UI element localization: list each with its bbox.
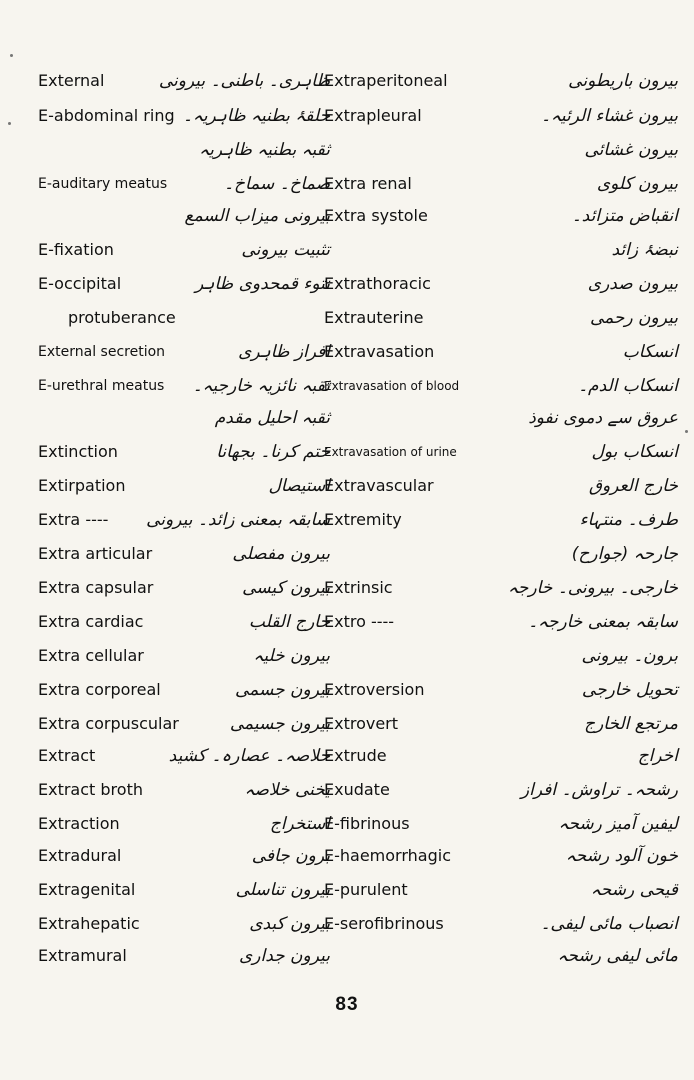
- margin-speck: [8, 122, 11, 125]
- english-term: Extra corporeal: [38, 680, 161, 699]
- english-term: Exudate: [324, 780, 390, 799]
- english-term: Extra articular: [38, 544, 153, 563]
- urdu-translation: رشحہ۔ تراوش۔ افراز: [520, 780, 678, 800]
- urdu-translation: خارج القلب: [248, 612, 330, 632]
- urdu-translation: بیرون غشائی: [584, 140, 678, 160]
- urdu-translation: نبضۂ زائد: [611, 240, 678, 260]
- urdu-translation: قیحی رشحہ: [590, 880, 678, 900]
- english-term: Extrahepatic: [38, 914, 140, 933]
- entry-row: [324, 236, 678, 264]
- entry-row: [38, 304, 330, 332]
- entry-row: [324, 67, 678, 95]
- urdu-translation: بیرون جسیمی: [229, 714, 330, 734]
- urdu-translation: جارحہ (جوارح): [571, 544, 678, 564]
- urdu-translation: صماخ۔ سماخ۔: [224, 174, 330, 194]
- urdu-translation: انسکاب الدم۔: [578, 376, 678, 396]
- entry-row: [38, 742, 330, 770]
- entry-row: [38, 876, 330, 904]
- urdu-translation: خلاصہ۔ عصارہ۔ کشید: [168, 746, 330, 766]
- entry-row: [324, 102, 678, 130]
- entry-row: [324, 404, 678, 432]
- english-term: Extradural: [38, 846, 122, 865]
- english-term: Extravasation of blood: [324, 379, 460, 393]
- margin-speck: [10, 54, 13, 57]
- entry-row: [324, 876, 678, 904]
- urdu-translation: بیرون رحمی: [589, 308, 678, 328]
- entry-row: [324, 910, 678, 938]
- entry-row: [324, 710, 678, 738]
- entry-row: [324, 472, 678, 500]
- entry-row: [324, 506, 678, 534]
- english-term: E-abdominal ring: [38, 106, 175, 125]
- english-term: E-haemorrhagic: [324, 846, 451, 865]
- entry-row: [324, 842, 678, 870]
- entry-row: [324, 676, 678, 704]
- english-term: E-purulent: [324, 880, 408, 899]
- entry-row: [38, 102, 330, 130]
- entry-row: [324, 304, 678, 332]
- entry-row: [324, 136, 678, 164]
- entry-row: [324, 742, 678, 770]
- entry-row: [324, 608, 678, 636]
- english-term: Extrapleural: [324, 106, 422, 125]
- english-term: Extravascular: [324, 476, 434, 495]
- english-term: E-occipital: [38, 274, 122, 293]
- urdu-translation: بیرون باریطونی: [568, 71, 678, 91]
- urdu-translation: طرف۔ منتہاء: [579, 510, 678, 530]
- urdu-translation: حلقۂ بطنیہ ظاہریہ۔: [182, 106, 330, 126]
- entry-row: [38, 710, 330, 738]
- english-term: Extravasation: [324, 342, 435, 361]
- english-term: Extra ----: [38, 510, 109, 529]
- urdu-translation: بیرون غشاء الرئیہ۔: [540, 106, 678, 126]
- entry-row: [324, 540, 678, 568]
- english-term: Extremity: [324, 510, 402, 529]
- english-term: Extra cellular: [38, 646, 144, 665]
- english-term: Extrovert: [324, 714, 399, 733]
- english-term: Extra capsular: [38, 578, 154, 597]
- entry-row: [324, 372, 678, 400]
- english-term: Extrinsic: [324, 578, 393, 597]
- english-term: External: [38, 71, 105, 90]
- urdu-translation: مرتجع الخارج: [584, 714, 678, 734]
- entry-row: [324, 776, 678, 804]
- urdu-translation: بیرون تناسلی: [235, 880, 330, 900]
- english-term: Extraperitoneal: [324, 71, 448, 90]
- entry-row: [38, 540, 330, 568]
- entry-row: [324, 574, 678, 602]
- urdu-translation: ثقبہ نائزیہ خارجیہ۔: [192, 376, 330, 396]
- entry-row: [38, 942, 330, 970]
- entry-row: [324, 942, 678, 970]
- margin-speck: [685, 430, 688, 433]
- english-term: Extract: [38, 746, 96, 765]
- urdu-translation: عروق سے دموی نفوذ: [528, 408, 678, 428]
- entry-row: [38, 270, 330, 298]
- entry-row: [38, 372, 330, 400]
- urdu-translation: برون۔ بیرونی: [581, 646, 678, 666]
- entry-row: [324, 810, 678, 838]
- urdu-translation: افراز ظاہری: [238, 342, 330, 362]
- urdu-translation: استخراج: [269, 814, 330, 834]
- english-term: Extrathoracic: [324, 274, 431, 293]
- english-term: Extra systole: [324, 206, 428, 225]
- entry-row: [38, 810, 330, 838]
- urdu-translation: بیرون جسمی: [234, 680, 330, 700]
- entry-row: [38, 506, 330, 534]
- entry-row: [38, 170, 330, 198]
- entry-row: [324, 170, 678, 198]
- english-term: External secretion: [38, 344, 166, 360]
- english-term: E-serofibrinous: [324, 914, 444, 933]
- entry-row: [38, 676, 330, 704]
- entry-row: [38, 842, 330, 870]
- english-term: E-fibrinous: [324, 814, 410, 833]
- urdu-translation: خون آلود رشحہ: [565, 846, 678, 866]
- entry-row: [38, 404, 330, 432]
- urdu-translation: یخنی خلاصہ: [244, 780, 330, 800]
- urdu-translation: انسکاب: [622, 342, 678, 362]
- english-term: Extraction: [38, 814, 120, 833]
- entry-row: [324, 338, 678, 366]
- english-term: Extra renal: [324, 174, 412, 193]
- entry-row: [38, 642, 330, 670]
- entry-row: [324, 642, 678, 670]
- english-term: Extrauterine: [324, 308, 424, 327]
- english-term: protuberance: [68, 308, 176, 327]
- urdu-translation: اخراج: [637, 746, 678, 766]
- entry-row: [38, 472, 330, 500]
- entry-row: [324, 438, 678, 466]
- english-term: Extro ----: [324, 612, 395, 631]
- entry-row: [324, 270, 678, 298]
- entry-row: [38, 236, 330, 264]
- urdu-translation: استیصال: [268, 476, 330, 496]
- entry-row: [38, 608, 330, 636]
- urdu-translation: انقباض متزائد۔: [571, 206, 678, 226]
- urdu-translation: بیرون کبدی: [249, 914, 330, 934]
- urdu-translation: لیفین آمیز رشحہ: [558, 814, 678, 834]
- english-term: E-auditary meatus: [38, 176, 168, 192]
- urdu-translation: بیرونی میزاب السمع: [184, 206, 330, 226]
- entry-row: [38, 338, 330, 366]
- urdu-translation: ختم کرنا۔ بجھانا: [216, 442, 330, 462]
- urdu-translation: بیرون مفصلی: [232, 544, 330, 564]
- entry-row: [38, 202, 330, 230]
- entry-row: [38, 136, 330, 164]
- urdu-translation: تثبیت بیرونی: [241, 240, 330, 260]
- english-term: Extragenital: [38, 880, 136, 899]
- english-term: Extramural: [38, 946, 127, 965]
- english-term: Extirpation: [38, 476, 126, 495]
- urdu-translation: بیرون جداری: [238, 946, 330, 966]
- urdu-translation: سابقہ بمعنی زائد۔ بیرونی: [146, 510, 330, 530]
- urdu-translation: نتوء قمحدوی ظاہر: [195, 274, 330, 294]
- urdu-translation: ظاہری۔ باطنی۔ بیرونی: [158, 71, 330, 91]
- entry-row: [38, 910, 330, 938]
- english-term: Extra cardiac: [38, 612, 144, 631]
- urdu-translation: ثقبہ بطنیہ ظاہریہ: [199, 140, 330, 160]
- english-term: E-fixation: [38, 240, 114, 259]
- left-column: [38, 0, 330, 1000]
- urdu-translation: برون جافی: [251, 846, 330, 866]
- urdu-translation: بیرون صدری: [587, 274, 678, 294]
- entry-row: [38, 438, 330, 466]
- entry-row: [38, 776, 330, 804]
- urdu-translation: بیرون کیسی: [242, 578, 330, 598]
- urdu-translation: تحویل خارجی: [581, 680, 678, 700]
- english-term: Extroversion: [324, 680, 425, 699]
- urdu-translation: خارج العروق: [588, 476, 678, 496]
- urdu-translation: خارجی۔ بیرونی۔ خارجہ: [507, 578, 678, 598]
- right-column: [324, 0, 678, 1000]
- english-term: E-urethral meatus: [38, 378, 165, 394]
- english-term: Extravasation of urine: [324, 445, 457, 459]
- english-term: Extrude: [324, 746, 387, 765]
- entry-row: [324, 202, 678, 230]
- english-term: Extract broth: [38, 780, 143, 799]
- entry-row: [38, 67, 330, 95]
- english-term: Extra corpuscular: [38, 714, 179, 733]
- english-term: Extinction: [38, 442, 118, 461]
- entry-row: [38, 574, 330, 602]
- urdu-translation: بیرون خلیہ: [253, 646, 330, 666]
- urdu-translation: سابقہ بمعنی خارجہ۔: [528, 612, 678, 632]
- urdu-translation: ثقبہ احلیل مقدم: [214, 408, 330, 428]
- urdu-translation: مائی لیفی رشحہ: [557, 946, 678, 966]
- urdu-translation: انصباب مائی لیفی۔: [540, 914, 678, 934]
- urdu-translation: انسکاب بول: [591, 442, 678, 462]
- urdu-translation: بیرون کلوی: [596, 174, 678, 194]
- page-number: 83: [335, 994, 359, 1015]
